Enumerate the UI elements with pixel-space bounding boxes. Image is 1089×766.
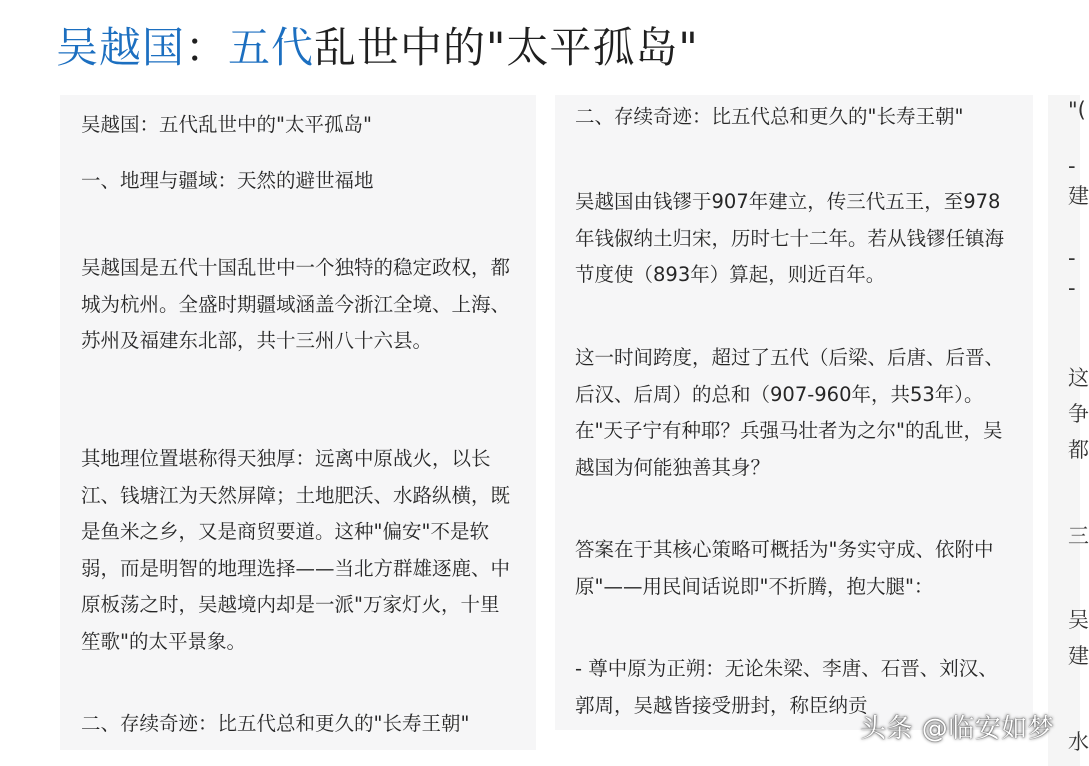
title-part-wudai: 五代 <box>228 23 315 72</box>
section-heading: 一、地理与疆域：天然的避世福地 <box>81 169 374 192</box>
clipped-text: - <box>1068 154 1076 178</box>
clipped-text: 建 <box>1068 184 1089 208</box>
title-rest: 乱世中的"太平孤岛" <box>314 23 699 72</box>
clipped-text: - <box>1068 276 1076 300</box>
clipped-text: - <box>1068 246 1076 270</box>
clipped-text: 争 <box>1068 402 1089 426</box>
article-column-right-partial <box>1048 95 1089 766</box>
title-colon: ： <box>185 23 229 72</box>
article-column-left <box>60 95 536 750</box>
paragraph: 吴越国是五代十国乱世中一个独特的稳定政权，都城为杭州。全盛时期疆域涵盖今浙江全境、上海、苏州及福建东北部，共十三州八十六县。 <box>81 256 511 352</box>
clipped-text: 都 <box>1068 438 1089 462</box>
paragraph: 吴越国由钱镠于907年建立，传三代五王，至978年钱俶纳土归宋，历时七十二年。若从钱镠任镇海节度使（893年）算起，则近百年。 <box>575 190 1005 286</box>
title-part-wuyue: 吴越国 <box>56 23 186 72</box>
clipped-text: 吴 <box>1068 608 1089 632</box>
clipped-text: 水 <box>1068 730 1089 754</box>
paragraph: 吴越国：五代乱世中的"太平孤岛" <box>81 113 372 136</box>
clipped-text: 建 <box>1068 644 1089 668</box>
watermark: 头条 @临安如梦 <box>860 714 1055 744</box>
section-heading: 二、存续奇迹：比五代总和更久的"长寿王朝" <box>575 105 964 128</box>
section-heading: 二、存续奇迹：比五代总和更久的"长寿王朝" <box>81 712 470 735</box>
paragraph: 答案在于其核心策略可概括为"务实守成、依附中原"——用民间话说即"不折腾，抱大腿"： <box>575 538 994 598</box>
paragraph: 其地理位置堪称得天独厚：远离中原战火，以长江、钱塘江为天然屏障；土地肥沃、水路纵横，既是鱼米之乡，又是商贸要道。这种"偏安"不是软弱，而是明智的地理选择——当北方群雄逐鹿、中原板荡之时，吴越境内却是一派"万家灯火，十里笙歌"的太平景象。 <box>81 447 511 653</box>
clipped-text: 三 <box>1068 524 1089 548</box>
clipped-text: "( <box>1068 98 1086 122</box>
paragraph: 这一时间跨度，超过了五代（后梁、后唐、后晋、后汉、后周）的总和（907-960年，共53年）。在"天子宁有种耶？兵强马壮者为之尔"的乱世，吴越国为何能独善其身？ <box>575 346 1005 479</box>
article-column-middle <box>555 95 1033 730</box>
paragraph: - 尊中原为正朔：无论朱梁、李唐、石晋、刘汉、郭周，吴越皆接受册封，称臣纳贡 <box>575 657 998 717</box>
clipped-text: 这 <box>1068 366 1089 390</box>
page-title <box>56 18 699 78</box>
